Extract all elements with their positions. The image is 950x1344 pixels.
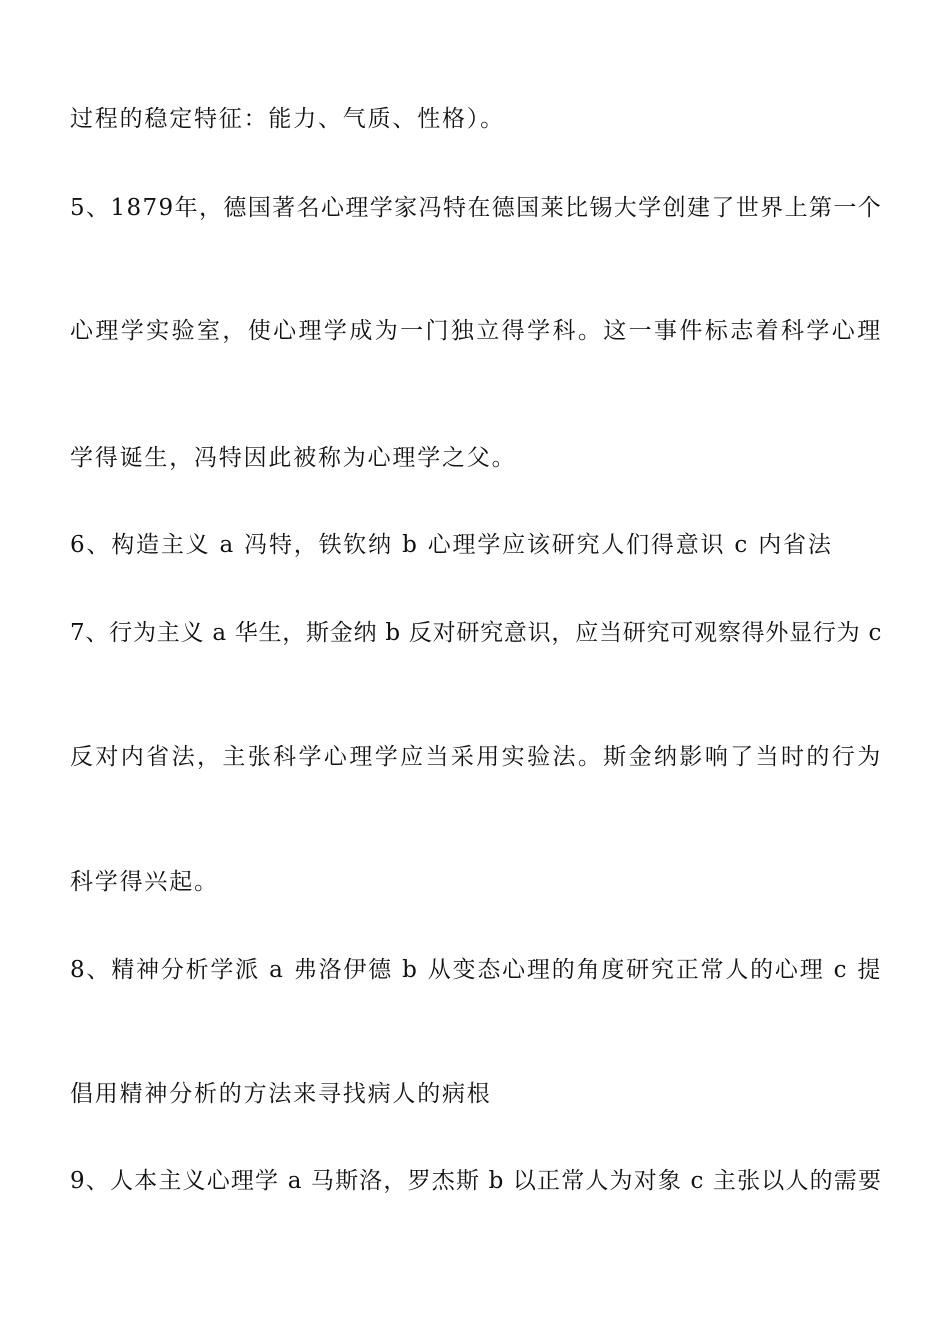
text-line-item-7: 7、行为主义 a 华生，斯金纳 b 反对研究意识，应当研究可观察得外显行为 c: [70, 620, 882, 646]
text-line-item-7-cont-2: 科学得兴起。: [70, 869, 219, 895]
text-line-item-5-cont-1: 心理学实验室，使心理学成为一门独立得学科。这一事件标志着科学心理: [70, 318, 882, 344]
text-line-item-9: 9、人本主义心理学 a 马斯洛，罗杰斯 b 以正常人为对象 c 主张以人的需要: [70, 1168, 882, 1194]
text-line-item-8: 8、精神分析学派 a 弗洛伊德 b 从变态心理的角度研究正常人的心理 c 提: [70, 957, 883, 983]
text-line-process-traits: 过程的稳定特征：能力、气质、性格）。: [70, 106, 505, 132]
text-line-item-7-cont-1: 反对内省法，主张科学心理学应当采用实验法。斯金纳影响了当时的行为: [70, 744, 882, 770]
text-line-item-5: 5、1879年，德国著名心理学家冯特在德国莱比锡大学创建了世界上第一个: [70, 195, 883, 221]
text-line-item-8-cont-1: 倡用精神分析的方法来寻找病人的病根: [70, 1081, 492, 1107]
text-line-item-6: 6、构造主义 a 冯特，铁钦纳 b 心理学应该研究人们得意识 c 内省法: [70, 532, 833, 558]
text-line-item-5-cont-2: 学得诞生，冯特因此被称为心理学之父。: [70, 445, 517, 471]
